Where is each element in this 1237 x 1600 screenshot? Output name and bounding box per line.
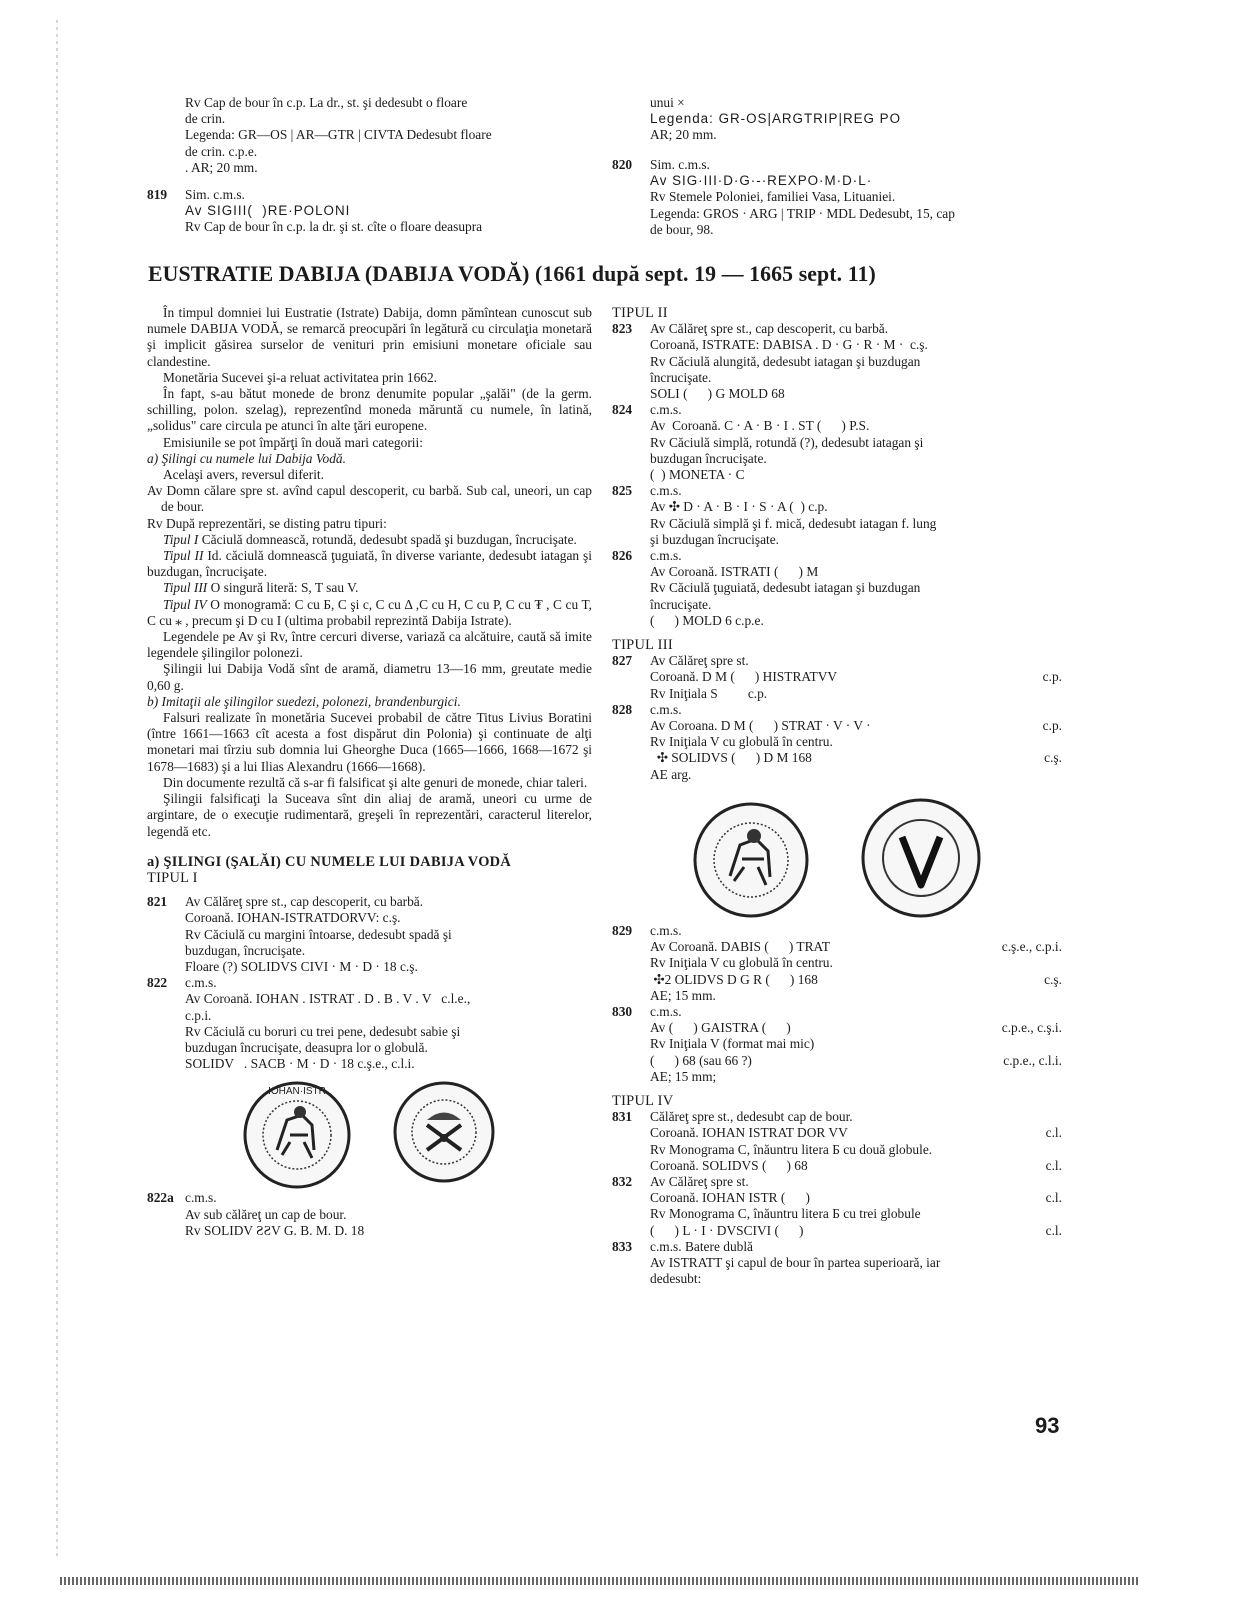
category-heading: a) Şilingi cu numele lui Dabija Vodă.	[147, 450, 346, 466]
row-text: Av Coroană. DABIS ( ) TRAT	[650, 939, 830, 955]
type-paragraph	[147, 548, 592, 580]
text-line: Sim. c.m.s.	[650, 157, 710, 172]
entry-number: 826	[612, 548, 633, 564]
entry-822a	[147, 1190, 592, 1239]
entry-820	[612, 157, 1062, 238]
text-line: Rv Căciulă alungită, dedesubt iatagan şi buzdugan	[650, 353, 921, 369]
row-text: AE arg.	[650, 766, 692, 782]
section-heading: EUSTRATIE DABIJA (DABIJA VODĂ) (1661 după sept. 19 — 1665 sept. 11)	[148, 262, 876, 286]
paragraph: Emisiunile se pot împărţi în două mari categorii:	[163, 434, 423, 450]
row-note: c.p.e., c.ş.i.	[1001, 1020, 1062, 1036]
entry-830	[612, 1004, 1062, 1085]
paragraph: Şilingii lui Dabija Vodă sînt de aramă, diametru 13—16 mm, greutate medie 0,60 g.	[147, 661, 592, 693]
coin-illustrations-828	[612, 783, 1062, 923]
text-line: Rv Căciulă ţuguiată, dedesubt iatagan şi buzdugan	[650, 580, 921, 596]
text-line: Av Călăreţ spre st.	[650, 653, 749, 669]
top-right-block	[650, 95, 1060, 144]
text-line: Coroană. IOHAN-ISTRATDORVV: c.ş.	[185, 910, 401, 926]
row-text: Rv Iniţiala V (format mai mic)	[650, 1036, 815, 1052]
row-note: c.p.e., c.l.i.	[1003, 1052, 1062, 1068]
text-line: Av Coroană. ISTRATI ( ) M	[650, 564, 819, 580]
paragraph: Falsuri realizate în monetăria Sucevei probabil de către Titus Livius Boratini (între 1661—1663 cît acesta a fost dispărut din Polonia) şi continuate de alţi monetari mai tîrziu sub domnia lui Gheorghe Duca (1665—1666, 1668—1672 şi 1678—1683) şi a lui Ilias Alexandru (1666—1668).	[147, 710, 592, 774]
row-text: Rv Monograma C, înăuntru litera Ƃ cu trei globule	[650, 1206, 921, 1222]
text-line: c.m.s. Batere dublă	[650, 1238, 753, 1254]
text-row	[650, 686, 1062, 702]
text-line: c.m.s.	[650, 701, 682, 717]
text-line: ( ) MOLD 6 c.p.e.	[650, 612, 764, 628]
text-line: c.m.s.	[650, 922, 682, 938]
entry-828	[612, 702, 1062, 783]
scan-edge-artifact	[60, 1577, 1140, 1585]
type-heading: TIPUL IV	[612, 1092, 674, 1109]
type-text: O singură literă: S, T sau V.	[207, 580, 359, 596]
subsection-heading: a) ŞILINGI (ŞALĂI) CU NUMELE LUI DABIJA VODĂ	[147, 853, 512, 870]
text-line: Rv Cap de bour în c.p. La dr., st. şi dedesubt o floare	[185, 95, 468, 110]
text-line: c.m.s.	[650, 548, 682, 564]
row-note: c.ş.	[1044, 750, 1062, 766]
text-row	[650, 1158, 1062, 1174]
text-line: AR; 20 mm.	[650, 127, 717, 143]
type-label: Tipul III	[163, 580, 208, 596]
text-row	[650, 1206, 1062, 1222]
text-line: c.m.s.	[185, 975, 217, 991]
coin-reverse-image	[392, 1080, 497, 1185]
text-line: şi buzdugan încrucişate.	[650, 531, 780, 547]
text-row	[650, 972, 1062, 988]
text-row	[650, 1125, 1062, 1141]
text-line: unui ×	[650, 95, 685, 110]
entry-826	[612, 548, 1062, 629]
text-row	[650, 1053, 1062, 1069]
entry-number: 831	[612, 1109, 633, 1125]
paragraph: Rv După reprezentări, se disting patru tipuri:	[147, 515, 387, 531]
text-row	[650, 669, 1062, 685]
paragraph: Av Domn călare spre st. avînd capul descoperit, cu barbă. Sub cal, uneori, un cap de bour.	[147, 483, 592, 515]
text-line: Rv Căciulă simplă şi f. mică, dedesubt iatagan f. lung	[650, 515, 937, 531]
row-text: ✣2 OLIDVS D G R ( ) 168	[650, 971, 818, 987]
entry-822	[147, 975, 592, 1072]
text-line: Rv Căciulă cu boruri cu trei pene, dedesubt sabie şi	[185, 1023, 461, 1039]
text-line: buzdugan încrucişate.	[650, 450, 767, 466]
entry-number: 830	[612, 1003, 633, 1019]
text-line: Av Coroană. C · A · B · I . ST ( ) P.S.	[650, 418, 870, 434]
text-row	[650, 1190, 1062, 1206]
row-note: c.l.	[1045, 1190, 1062, 1206]
text-line: dedesubt:	[650, 1271, 702, 1287]
paragraph: Din documente rezultă că s-ar fi falsificat şi alte genuri de monede, chiar taleri.	[163, 774, 588, 790]
coin-legend-text: IOHAN·ISTR	[268, 1086, 326, 1098]
text-line: Av ✣ D · A · B · I · S · A ( ) c.p.	[650, 499, 828, 515]
type-label: Tipul I	[163, 531, 199, 547]
legend-line: Av SIG·III·D·G·‑·REXPO·M·D·L·	[650, 173, 873, 189]
category-heading: b) Imitaţii ale şilingilor suedezi, polonezi, brandenburgici.	[147, 693, 461, 709]
paragraph: În timpul domniei lui Eustratie (Istrate) Dabija, domn pămîntean cunoscut sub numele DABIJA VODĂ, se remarcă preocupări în legătură cu circulaţia monetară şi implicit găsirea surselor de venituri prin emisiuni monetare oficiale sau clandestine.	[147, 305, 592, 369]
row-text: Av ( ) GAISTRA ( )	[650, 1020, 791, 1036]
entry-833	[612, 1239, 1062, 1288]
row-note: c.p.	[1042, 718, 1062, 734]
row-text: Rv Iniţiala V cu globulă în centru.	[650, 955, 833, 971]
left-column	[147, 305, 592, 1239]
type-paragraph	[147, 597, 592, 629]
row-note: c.l.	[1045, 1157, 1062, 1173]
text-line: Rv Cap de bour în c.p. la dr. şi st. cîte o floare deasupra	[185, 219, 483, 235]
paragraph: În fapt, s-au bătut monede de bronz denumite popular „şalăi" (de la germ. schilling, polon. szelag), reprezentînd moneda măruntă cu numele, în latină, „solidus" care circula pe atunci în alte ţări europene.	[147, 386, 592, 434]
paragraph: Şilingii falsificaţi la Suceava sînt din aliaj de aramă, uneori cu urme de argintare, de o execuţie rudimentară, greşeli în reprezentări, caracterul literelor, legendă etc.	[147, 791, 592, 839]
right-column	[612, 305, 1062, 1287]
entry-821	[147, 894, 592, 975]
text-line: Călăreţ spre st., dedesubt cap de bour.	[650, 1109, 853, 1125]
row-text: ( ) L · I · DVSCIVI ( )	[650, 1222, 804, 1238]
entry-number: 827	[612, 653, 633, 669]
coin-reverse-image	[860, 797, 982, 919]
text-row	[650, 1223, 1062, 1239]
text-line: Av Călăreţ spre st., cap descoperit, cu barbă.	[185, 894, 424, 910]
paragraph: Legendele pe Av şi Rv, între cercuri diverse, variază ca alcătuire, caută să imite legendele şilingilor polonezi.	[147, 629, 592, 661]
type-text: Căciulă domnească, rotundă, dedesubt spadă şi buzdugan, încrucişate.	[198, 531, 577, 547]
type-heading: TIPUL III	[612, 637, 673, 654]
type-heading: TIPUL II	[612, 305, 668, 321]
type-text: Id. căciulă domnească ţuguiată, în diverse variante, dedesubt iatagan şi buzdugan, încrucişate.	[147, 548, 592, 580]
entry-number: 822a	[147, 1190, 174, 1206]
entry-827	[612, 653, 1062, 702]
text-row	[650, 955, 1062, 971]
row-text: Coroană. IOHAN ISTRAT DOR VV	[650, 1125, 848, 1141]
coin-obverse-image	[692, 801, 810, 919]
coin-obverse-image	[242, 1080, 352, 1190]
entry-824	[612, 402, 1062, 483]
type-label: Tipul II	[163, 548, 204, 564]
entry-831	[612, 1109, 1062, 1174]
entry-number: 825	[612, 483, 633, 499]
entry-number: 829	[612, 922, 633, 938]
row-note: c.p.	[1042, 669, 1062, 685]
entry-number: 821	[147, 894, 168, 910]
text-line: Legenda: GR—OS | AR—GTR | CIVTA Dedesubt floare	[185, 127, 492, 143]
text-line: SOLIDV . SACB · M · D · 18 c.ş.e., c.l.i.	[185, 1056, 415, 1072]
text-line: Av Călăreţ spre st.	[650, 1173, 749, 1189]
text-line: Sim. c.m.s.	[185, 187, 245, 202]
row-note: c.l.	[1045, 1125, 1062, 1141]
text-line: Rv Căciulă cu margini întoarse, dedesubt spadă şi	[185, 926, 452, 942]
text-line: c.m.s.	[650, 1003, 682, 1019]
row-text: Rv Monograma C, înăuntru litera Ƃ cu două globule.	[650, 1141, 933, 1157]
text-line: de bour, 98.	[650, 221, 714, 237]
row-text: ( ) 68 (sau 66 ?)	[650, 1052, 752, 1068]
row-text: Av Coroana. D M ( ) STRAT · V · V ·	[650, 718, 871, 734]
text-line: c.m.s.	[185, 1190, 217, 1206]
text-line: încrucişate.	[650, 596, 712, 612]
entry-829	[612, 923, 1062, 1004]
text-line: Av Coroană. IOHAN . ISTRAT . D . B . V . V c.l.e.,	[185, 991, 471, 1007]
entry-number: 823	[612, 321, 633, 337]
row-note: c.ş.	[1044, 971, 1062, 987]
top-left-block	[185, 95, 590, 176]
text-row	[650, 1069, 1062, 1085]
coin-illustrations-822	[147, 1072, 592, 1190]
entry-819	[147, 187, 592, 236]
text-line: Av sub călăreţ un cap de bour.	[185, 1206, 347, 1222]
text-line: încrucişate.	[650, 369, 712, 385]
row-text: Coroană. IOHAN ISTR ( )	[650, 1190, 810, 1206]
text-line: SOLI ( ) G MOLD 68	[650, 386, 785, 402]
entry-number: 822	[147, 975, 168, 991]
row-text: ✣ SOLIDVS ( ) D M 168	[650, 750, 812, 766]
legend-line: Legenda: GR-OS|ARGTRIP|REG PO	[650, 111, 902, 127]
text-line: Coroană, ISTRATE: DABISA . D · G · R · M · c.ş.	[650, 337, 928, 353]
text-line: . AR; 20 mm.	[185, 159, 258, 175]
text-line: Rv Căciulă simplă, rotundă (?), dedesubt iatagan şi	[650, 434, 924, 450]
type-paragraph	[147, 580, 592, 596]
text-row	[650, 988, 1062, 1004]
text-row	[650, 1142, 1062, 1158]
text-line: Av Călăreţ spre st., cap descoperit, cu barbă.	[650, 321, 889, 337]
text-line: buzdugan, încrucişate.	[185, 942, 306, 958]
row-text: AE; 15 mm.	[650, 987, 716, 1003]
text-line: ( ) MONETA · C	[650, 467, 745, 483]
entry-number: 833	[612, 1238, 633, 1254]
row-text: Coroană. D M ( ) HISTRATVV	[650, 669, 838, 685]
text-line: buzdugan încrucişate, deasupra lor o globulă.	[185, 1039, 428, 1055]
text-line: c.m.s.	[650, 483, 682, 499]
entry-832	[612, 1174, 1062, 1239]
type-heading: TIPUL I	[147, 869, 198, 886]
entry-number: 819	[147, 187, 168, 202]
legend-line: Av SIGIII( )RE·POLONI	[185, 203, 351, 219]
entry-number: 828	[612, 701, 633, 717]
paragraph: Monetăria Sucevei şi-a reluat activitatea prin 1662.	[163, 369, 438, 385]
entry-number: 832	[612, 1173, 633, 1189]
text-row	[650, 1036, 1062, 1052]
entry-823	[612, 321, 1062, 402]
paragraph: Acelaşi avers, reversul diferit.	[163, 467, 324, 483]
row-text: Rv Iniţiala S c.p.	[650, 685, 768, 701]
row-note: c.ş.e., c.p.i.	[1001, 939, 1062, 955]
text-line: de crin. c.p.e.	[185, 143, 258, 159]
entry-825	[612, 483, 1062, 548]
type-label: Tipul IV	[163, 596, 207, 612]
text-line: c.m.s.	[650, 402, 682, 418]
row-text: Rv Iniţiala V cu globulă în centru.	[650, 734, 833, 750]
row-note: c.l.	[1045, 1222, 1062, 1238]
text-row	[650, 939, 1062, 955]
text-line: c.p.i.	[185, 1007, 212, 1023]
text-line: Floare (?) SOLIDVS CIVI · M · D · 18 c.ş.	[185, 958, 418, 974]
text-line: Av ISTRATT şi capul de bour în partea superioară, iar	[650, 1254, 941, 1270]
type-text: O monogramă: C cu Ƃ, C şi c, C cu Δ ,C cu H, C cu P, C cu ₮ , C cu T, C cu ⁎ , precum şi D cu I (ultima probabil reprezintă Dabija Istrate).	[147, 596, 592, 628]
text-line: Legenda: GROS · ARG | TRIP · MDL Dedesubt, 15, cap	[650, 205, 955, 221]
text-row	[650, 718, 1062, 734]
entry-number: 820	[612, 157, 633, 172]
text-row	[650, 1020, 1062, 1036]
text-line: Rv Stemele Poloniei, familiei Vasa, Lituaniei.	[650, 189, 896, 205]
page-number: 93	[1035, 1413, 1060, 1438]
text-row	[650, 750, 1062, 766]
scan-spine-shadow	[56, 20, 58, 1560]
text-row	[650, 767, 1062, 783]
entry-number: 824	[612, 402, 633, 418]
text-row	[650, 734, 1062, 750]
row-text: AE; 15 mm;	[650, 1068, 717, 1084]
row-text: Coroană. SOLIDVS ( ) 68	[650, 1157, 808, 1173]
text-line: de crin.	[185, 111, 226, 127]
text-line: Rv SOLIDV ƧƧV G. B. M. D. 18	[185, 1222, 365, 1238]
type-paragraph	[147, 532, 592, 548]
